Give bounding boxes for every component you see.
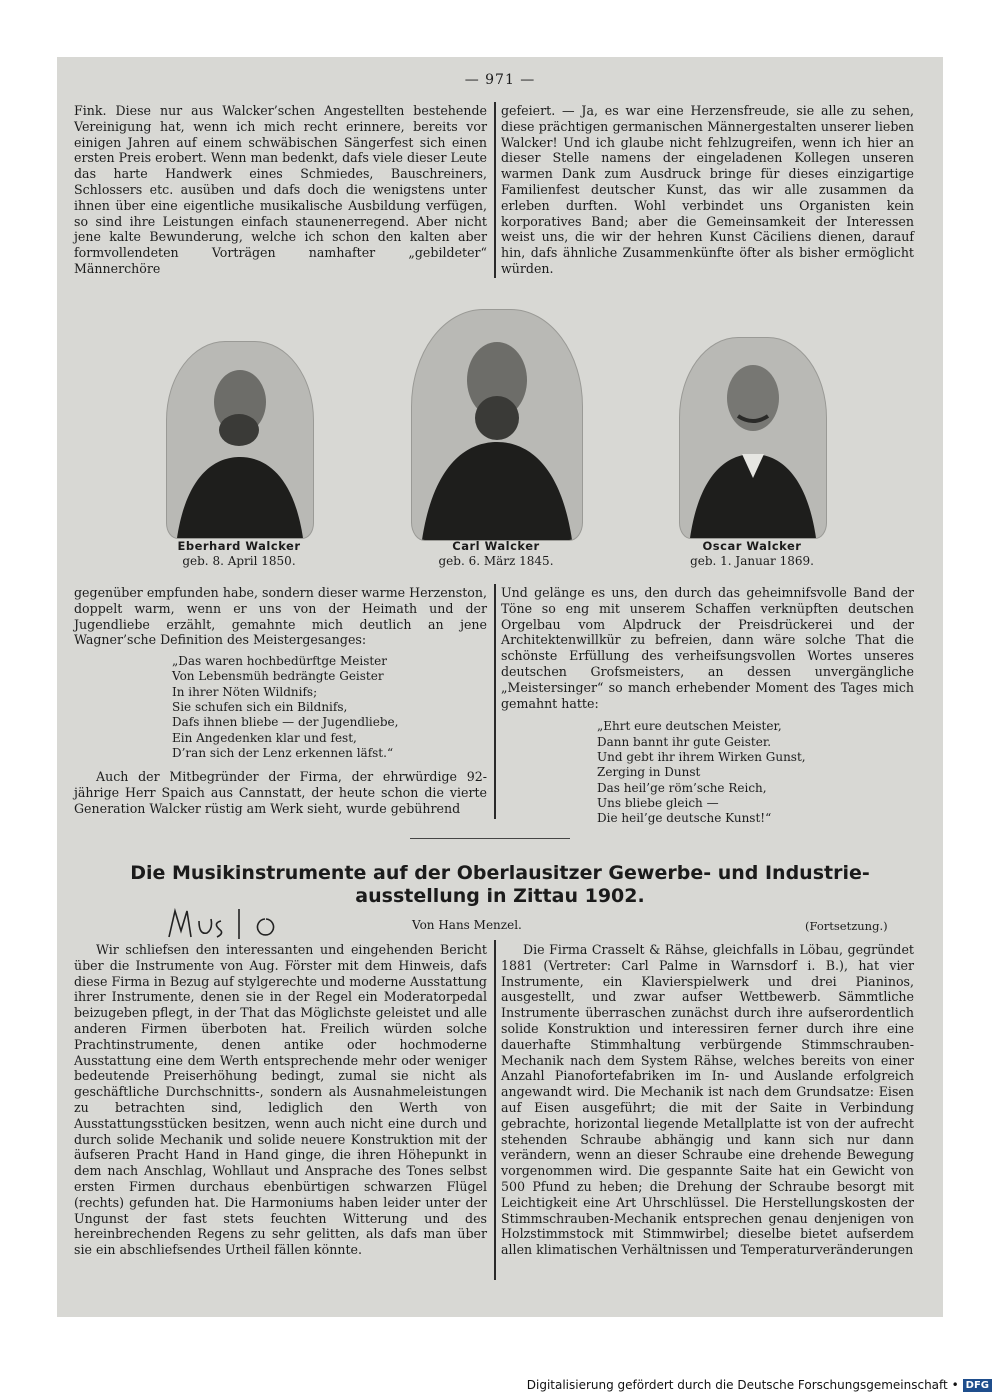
portrait-date: geb. 1. Januar 1869. [690,554,814,568]
poem-line: Die heil’ge deutsche Kunst!“ [597,811,772,826]
poem-line: „Das waren hochbedürftge Meister [172,654,388,669]
portrait-oscar [679,337,827,539]
poem-line: Dafs ihnen bliebe — der Jugendliebe, [172,715,399,730]
section-rule [410,838,570,839]
portrait-eberhard [166,341,314,539]
poem-line: Von Lebensmüh bedrängte Geister [172,669,384,684]
article-right-column [501,942,914,1258]
paragraph: Fink. Diese nur aus Walcker’schen Angestellten bestehende Vereinigung hat, wenn ich mich recht erinnere, bereits vor einigen Jahren auf einem schwäbischen Sängerfest sich einen ersten Preis erobert. Wenn man bedenkt, dafs viele dieser Leute das harte Handwerk eines Schmiedes, Bauschreiners, Schlossers etc. ausüben und dafs doch die wenigstens unter ihnen über eine eigentliche musikalische Ausbildung verfügen, so sind ihre Leistungen einfach staunenerregend. Aber nicht jene kalte Bewunderung, welche ich schon den kalten aber formvollendeten Vorträgen namhafter „gebildeter“ Männerchöre [74,103,487,276]
title-line: ausstellung in Zittau 1902. [355,885,645,907]
digitization-footer [527,1378,992,1392]
poem-wagner [172,654,487,761]
article-left-column [74,942,487,1258]
scanned-page [57,57,943,1317]
portrait-image [680,338,826,538]
portrait-image [167,342,313,538]
paragraph: Wir schliefsen den interessanten und eingehenden Bericht über die Instrumente von Aug. Förster mit dem Hinweis, dafs diese Firma in Bezug auf stylgerechte und moderne Ausstattung ihrer Instrumente, denen sie in der Regel ein Moderatorpedal beizugeben pflegt, in der That das Möglichste geleistet und alle anderen Firmen überboten hat. Freilich würden solche Prachtinstrumente, denen antike oder hochmoderne Ausstattung eine dem Werth entsprechende mehr oder weniger bedeutende Preiserhöhung bedingt, zumal sie nicht als geschäftliche Durchschnitts-, sondern als Ausnahmeleistungen zu betrachten sind, lediglich den Werth von Ausstattungsstücken besitzen, wenn auch nicht eine durch und durch solide Mechanik und solide neuere Konstruktion mit der äufseren Pracht Hand in Hand ginge, die ihren Höhepunkt in dem nach Anschlag, Wohllaut und Ansprache des Tones selbst ersten Firmen durchaus ebenbürtigen schwarzen Flügel (rechts) gefunden hat. Die Harmoniums haben leider unter der Ungunst der fast stets feuchten Witterung und des hereinbrechenden Regens zu sehr gelitten, als dafs man über sie ein abschliefsendes Urtheil fällen könnte. [74,942,487,1258]
mid-right-column [501,585,914,826]
paragraph: gefeiert. — Ja, es war eine Herzensfreude, sie alle zu sehen, diese prächtigen germanischen Männergestalten unserer lieben Walcker! Und ich glaube nicht fehlzugreifen, wenn ich hier an dieser Stelle namens der eingeladenen Kollegen unseren warmen Dank zum Ausdruck bringe für dieses einzigartige Familienfest deutscher Kunst, das wir alle zusammen da erleben durften. Wohl verbindet uns Organisten kein korporatives Band; aber die Gemeinsamkeit der Interessen weist uns, die wir der hehren Kunst Cäciliens dienen, darauf hin, dafs ähnliche Zusammenkünfte öfter als bisher ermöglicht würden. [501,103,914,276]
page-number: — 971 — [464,72,536,88]
portrait-image [412,310,582,540]
portrait-date: geb. 8. April 1850. [182,554,296,568]
column-divider [494,102,496,278]
footer-text: Digitalisierung gefördert durch die Deutsche Forschungsgemeinschaft • [526,1378,959,1392]
top-right-column [501,103,914,277]
poem-meistersinger [597,719,914,826]
column-divider [494,584,496,819]
portrait-name: Carl Walcker [452,539,540,553]
poem-line: Und gebt ihr ihrem Wirken Gunst, [597,749,806,764]
caption-eberhard [149,539,329,569]
column-divider [494,940,496,1280]
portrait-carl [411,309,583,541]
portrait-name: Eberhard Walcker [177,539,301,553]
title-line: Die Musikinstrumente auf der Oberlausitzer Gewerbe- und Industrie- [130,862,870,884]
caption-carl [406,539,586,569]
poem-line: Ein Angedenken klar und fest, [172,730,357,745]
dfg-logo: DFG [963,1379,992,1392]
poem-line: Zerging in Dunst [597,765,701,780]
top-left-column [74,103,487,277]
paragraph: gegenüber empfunden habe, sondern dieser warme Herzenston, doppelt warm, wenn er uns von der Heimath und der Jugendliebe erzählt, gemahnte mich deutlich an jene Wagner’sche Definition des Meistergesanges: [74,585,487,648]
poem-line: Uns bliebe gleich — [597,795,719,810]
paragraph: Die Firma Crasselt & Rähse, gleichfalls in Löbau, gegründet 1881 (Vertreter: Carl Palme in Warnsdorf i. B.), hat vier Instrumente, ein Klavierspielwerk und drei Pianinos, ausgestellt, und zwar aufser Wettbewerb. Sämmtliche Instrumente überraschen zunächst durch ihre aufserordentlich solide Konstruktion und interessiren ferner durch ihre eine dauerhafte Stimmhaltung verbürgende Stimmschrauben-Mechanik nach dem System Rähse, welches bereits von einer Anzahl Pianofortefabriken im In- und Auslande erfolgreich angewandt wird. Die Mechanik ist nach dem Grundsatze: Eisen auf Eisen ausgeführt; die mit der Saite in Verbindung gebrachte, horizontal liegende Metallplatte ist von der aufrecht stehenden Schraube abhängig und kann sich nur dann verändern, wenn an dieser Schraube eine drehende Bewegung vorgenommen wird. Die gespannte Saite hat ein Gewicht von 500 Pfund zu heben; die Drehung der Schraube besorgt mit Leichtigkeit eine Art Uhrschlüssel. Die Herstellungskosten der Stimmschrauben-Mechanik entsprechen genau denjenigen von Holzstimmstock mit Stimmwirbel; dieselbe bietet aufserdem allen klimatischen Verhältnissen und Temperaturveränderungen [501,942,914,1258]
paragraph: Auch der Mitbegründer der Firma, der ehrwürdige 92-jährige Herr Spaich aus Cannstatt, der heute schon die vierte Generation Walcker rüstig am Werk sieht, wurde gebührend [74,769,487,816]
handwritten-annotation [165,905,295,945]
article-byline: Von Hans Menzel. [412,918,522,932]
continuation-note: (Fortsetzung.) [805,919,888,933]
poem-line: Dann bannt ihr gute Geister. [597,734,772,749]
portrait-name: Oscar Walcker [702,539,802,553]
portrait-date: geb. 6. März 1845. [438,554,554,568]
poem-line: „Ehrt eure deutschen Meister, [597,719,782,734]
paragraph: Und gelänge es uns, den durch das geheimnifsvolle Band der Töne so eng mit unserem Schaffen verknüpften deutschen Orgelbau vom Alpdruck der Preisdrückerei und der Architektenwillkür zu befreien, dann wäre solche That die schönste Erfüllung des verheifsungsvollen Wortes unseres deutschen Grofsmeisters, an dessen unvergängliche „Meistersinger“ so manch erhebender Moment des Tages mich gemahnt hatte: [501,585,914,711]
poem-line: In ihrer Nöten Wildnifs; [172,684,318,699]
caption-oscar [662,539,842,569]
poem-line: D’ran sich der Lenz erkennen läfst.“ [172,745,394,760]
mid-left-column [74,585,487,817]
poem-line: Das heil’ge röm’sche Reich, [597,780,767,795]
poem-line: Sie schufen sich ein Bildnifs, [172,700,348,715]
article-title [57,862,943,908]
